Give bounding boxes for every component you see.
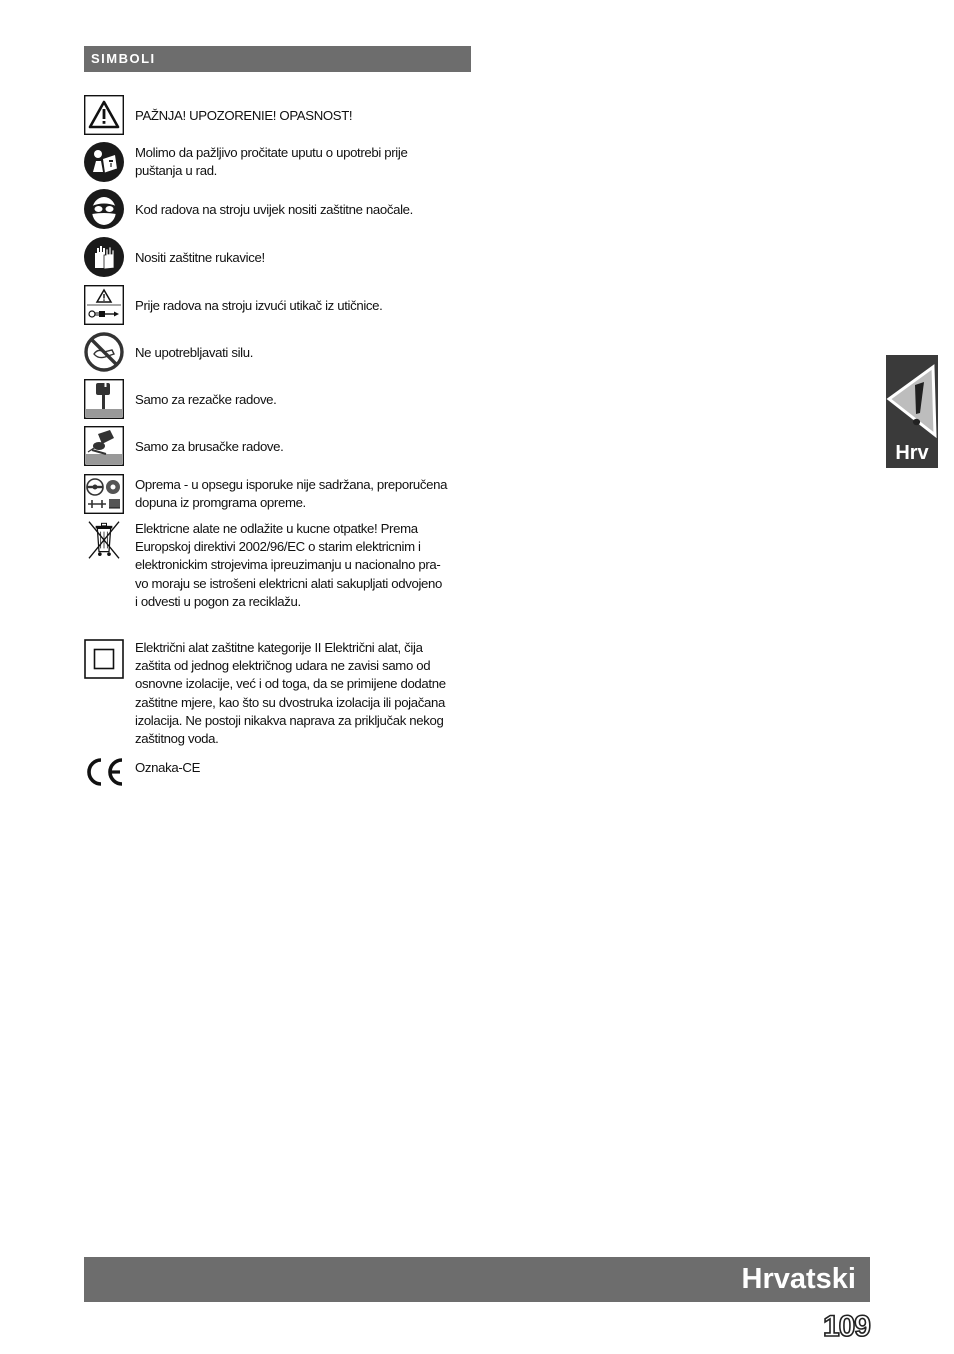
unplug-warning-icon [84, 285, 124, 325]
cutting-only-icon [84, 379, 124, 419]
symbol-text: Kod radova na stroju uvijek nositi zaštitne naočale. [135, 202, 413, 217]
symbol-text: Oznaka-CE [135, 760, 201, 775]
no-force-icon [84, 332, 124, 372]
symbol-text: Molimo da pažljivo pročitate uputu o upotrebi prije puštanja u rad. [135, 145, 408, 179]
read-manual-icon [84, 142, 124, 182]
safety-goggles-icon [84, 189, 124, 229]
protection-class-ii-icon [84, 639, 124, 679]
symbol-text: Ne upotrebljavati silu. [135, 345, 254, 360]
section-title: SIMBOLI [84, 46, 471, 72]
grinding-only-icon [84, 426, 124, 466]
warning-triangle-icon [84, 95, 124, 135]
ce-mark-icon [84, 752, 124, 792]
symbol-text: PAŽNJA! UPOZORENIE! OPASNOST! [135, 108, 353, 123]
language-side-tab [886, 355, 938, 468]
symbol-text: Prije radova na stroju izvući utikač iz utičnice. [135, 298, 383, 313]
symbol-text: Nositi zaštitne rukavice! [135, 250, 265, 265]
symbol-text: Samo za brusačke radove. [135, 439, 284, 454]
symbol-text: Oprema - u opsegu isporuke nije sadržana, preporučena dopuna iz promgrama opreme. [135, 477, 448, 511]
footer-language-title: Hrvatski [741, 1263, 856, 1295]
footer-bar [84, 1257, 870, 1302]
weee-bin-icon [84, 520, 124, 560]
symbol-text: Električni alat zaštitne kategorije II Električni alat, čija zaštita od jednog električnog udara ne zavisi samo od osnovne izolacije, već i od toga, da se primijene dodatne zaštitne mjere, kao što su dvostruka izolacija ili pojačana izolacija. Ne postoji nikakva naprava za priključak nekog zaštitnog voda. [135, 640, 446, 747]
accessories-icon [84, 474, 124, 514]
side-tab-label: Hrv [895, 442, 929, 464]
warning-icon [886, 355, 938, 439]
protective-gloves-icon [84, 237, 124, 277]
symbol-text: Elektricne alate ne odlažite u kucne otpatke! Prema Europskoj direktivi 2002/96/EC o starim elektricnim i elektronickim strojevima ipreuzimanju u nacionalno pra- vo moraju se istrošeni elektricni alati sakupljati odvojeno i odvesti u pogon za reciklažu. [135, 521, 443, 609]
symbol-text: Samo za rezačke radove. [135, 392, 277, 407]
page-number: 109 [822, 1310, 870, 1343]
